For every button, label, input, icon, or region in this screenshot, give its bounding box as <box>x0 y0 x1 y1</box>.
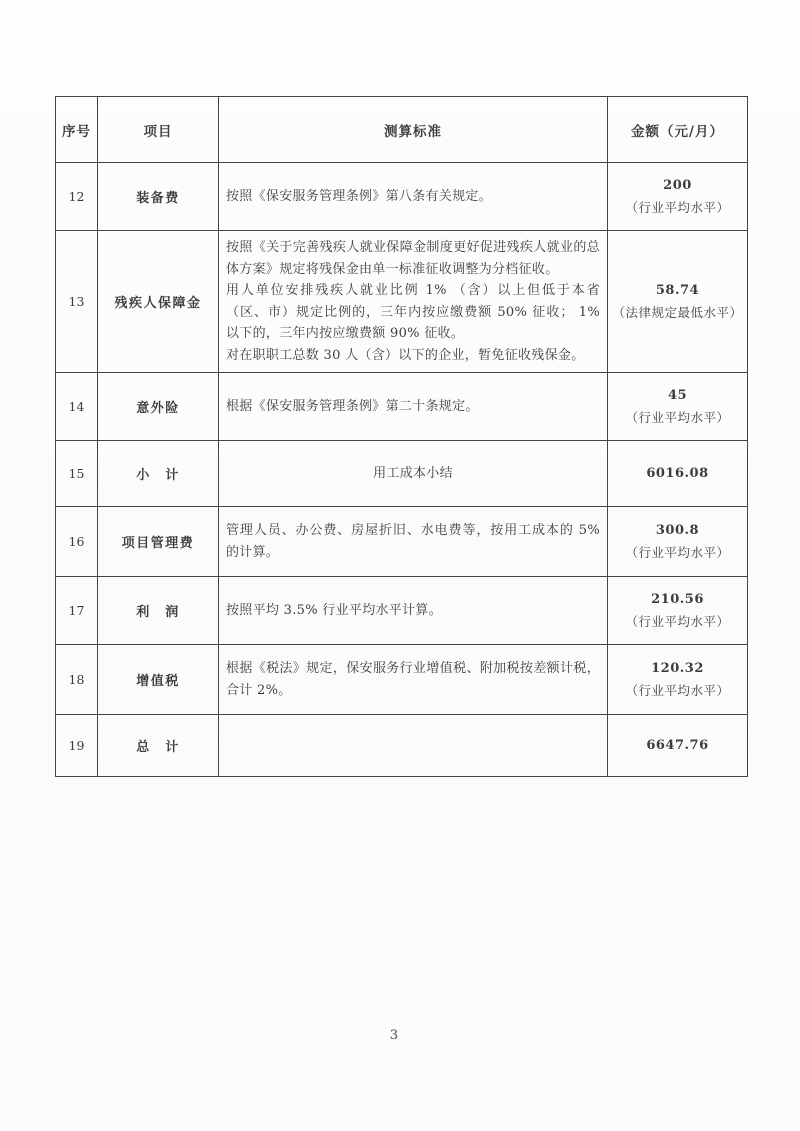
cell-amount <box>608 715 748 777</box>
header-item: 项目 <box>98 97 219 163</box>
header-serial-number: 序号 <box>56 97 98 163</box>
cell-standard <box>219 231 608 373</box>
header-amount: 金额（元/月） <box>608 97 748 163</box>
standard-paragraph: 根据《保安服务管理条例》第二十条规定。 <box>226 398 479 414</box>
cell-row-number: 12 <box>56 163 98 231</box>
amount-value: 120.32 <box>651 660 704 676</box>
amount-note: （法律规定最低水平） <box>612 304 743 320</box>
amount-value: 300.8 <box>655 522 700 538</box>
cost-calculation-table <box>55 96 748 777</box>
amount-value: 58.74 <box>655 282 700 298</box>
standard-paragraph: 对在职职工总数 30 人（含）以下的企业，暂免征收残保金。 <box>226 347 585 363</box>
cell-standard <box>219 645 608 715</box>
table-row-15 <box>56 441 748 507</box>
table-row-13 <box>56 231 748 373</box>
cell-item-name: 残疾人保障金 <box>98 231 219 373</box>
standard-paragraph: 根据《税法》规定，保安服务行业增值税、附加税按差额计税，合计 2%。 <box>226 661 600 698</box>
cell-item-name: 总 计 <box>98 715 219 777</box>
cell-item-name: 利 润 <box>98 577 219 645</box>
header-calculation-standard: 测算标准 <box>219 97 608 163</box>
amount-value: 6647.76 <box>646 737 709 753</box>
cell-item-name: 小 计 <box>98 441 219 507</box>
cell-standard <box>219 163 608 231</box>
standard-paragraph: 用工成本小结 <box>373 465 453 481</box>
standard-paragraph: 用人单位安排残疾人就业比例 1% （含）以上但低于本省（区、市）规定比例的，三年内按应缴费额 50% 征收； 1% 以下的，三年内按应缴费额 90% 征收。 <box>226 283 600 341</box>
cell-standard <box>219 441 608 507</box>
amount-note: （行业平均水平） <box>625 544 730 560</box>
standard-paragraph: 按照《保安服务管理条例》第八条有关规定。 <box>226 188 493 204</box>
cell-amount <box>608 441 748 507</box>
cell-item-name: 意外险 <box>98 373 219 441</box>
cell-amount <box>608 231 748 373</box>
amount-note: （行业平均水平） <box>625 409 730 425</box>
table-header-row <box>56 97 748 163</box>
cell-amount <box>608 373 748 441</box>
cell-standard <box>219 373 608 441</box>
cell-amount <box>608 577 748 645</box>
cell-amount <box>608 645 748 715</box>
cell-row-number: 16 <box>56 507 98 577</box>
cell-standard <box>219 507 608 577</box>
cell-row-number: 19 <box>56 715 98 777</box>
cell-row-number: 18 <box>56 645 98 715</box>
cell-row-number: 17 <box>56 577 98 645</box>
standard-paragraph: 按照平均 3.5% 行业平均水平计算。 <box>226 602 442 618</box>
amount-value: 210.56 <box>651 591 704 607</box>
amount-value: 200 <box>663 177 692 193</box>
cell-standard-empty <box>219 715 608 777</box>
table-row-18 <box>56 645 748 715</box>
standard-paragraph: 管理人员、办公费、房屋折旧、水电费等，按用工成本的 5% 的计算。 <box>226 523 600 560</box>
page-number: 3 <box>389 1028 399 1043</box>
standard-paragraph: 按照《关于完善残疾人就业保障金制度更好促进残疾人就业的总体方案》规定将残保金由单一标准征收调整为分档征收。 <box>226 240 600 277</box>
cell-standard <box>219 577 608 645</box>
cell-item-name: 增值税 <box>98 645 219 715</box>
cell-amount <box>608 507 748 577</box>
amount-note: （行业平均水平） <box>625 682 730 698</box>
amount-note: （行业平均水平） <box>625 613 730 629</box>
cell-amount <box>608 163 748 231</box>
amount-value: 6016.08 <box>646 465 709 481</box>
table-row-19 <box>56 715 748 777</box>
table-row-17 <box>56 577 748 645</box>
table-row-16 <box>56 507 748 577</box>
table-row-12 <box>56 163 748 231</box>
cell-row-number: 14 <box>56 373 98 441</box>
cell-row-number: 15 <box>56 441 98 507</box>
amount-value: 45 <box>667 387 688 403</box>
cell-row-number: 13 <box>56 231 98 373</box>
table-row-14 <box>56 373 748 441</box>
cell-item-name: 装备费 <box>98 163 219 231</box>
cell-item-name: 项目管理费 <box>98 507 219 577</box>
amount-note: （行业平均水平） <box>625 199 730 215</box>
